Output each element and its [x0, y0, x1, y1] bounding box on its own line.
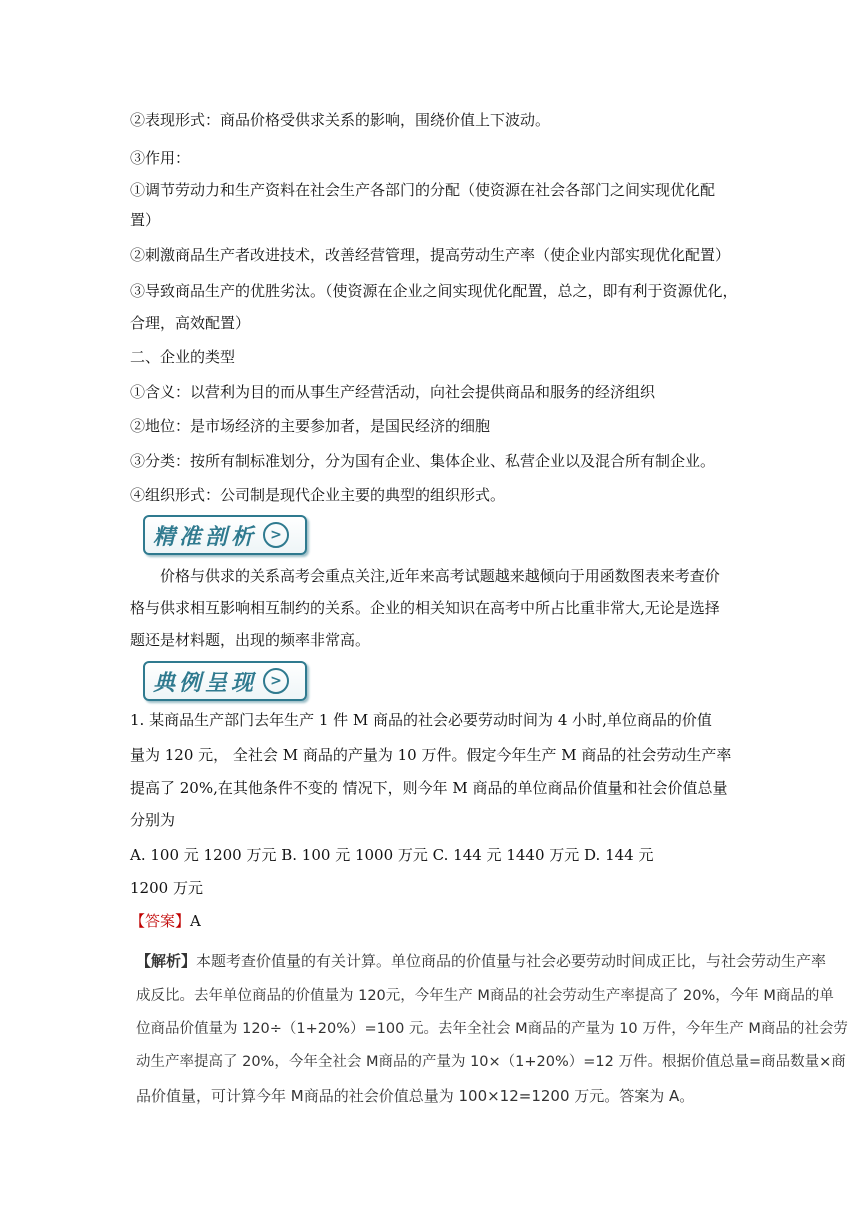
answer-tag: 【答案】 [130, 912, 191, 930]
text-line: ②刺激商品生产者改进技术，改善经营管理，提高劳动生产率（使企业内部实现优化配置） [130, 246, 731, 264]
explanation-line: 【解析】本题考查价值量的有关计算。单位商品的价值量与社会必要劳动时间成正比，与社会劳动生产率 [136, 952, 827, 970]
explanation-line: 成反比。去年单位商品的价值量为 120元，今年生产 M商品的社会劳动生产率提高了 20%，今年 M商品的单 [136, 988, 834, 1004]
answer-options: 1200 万元 [130, 879, 203, 897]
question-text: 分别为 [130, 811, 176, 829]
answer-options: A. 100 元 1200 万元 B. 100 元 1000 万元 C. 144 元 1440 万元 D. 144 元 [130, 846, 654, 864]
precise-analysis-badge [143, 515, 307, 555]
answer-value: A [190, 912, 201, 930]
explanation-line: 动生产率提高了 20%，今年全社会 M商品的产量为 10×（1+20%）=12 万件。根据价值总量=商品数量×商 [136, 1054, 846, 1070]
text-line: ③作用： [130, 149, 191, 167]
question-text: 量为 120 元， 全社会 M 商品的产量为 10 万件。假定今年生产 M 商品的社会劳动生产率 [130, 746, 732, 764]
section-heading: 二、企业的类型 [130, 348, 236, 366]
text-line: 合理，高效配置） [130, 314, 251, 332]
text-line: 置） [130, 211, 161, 229]
text-line: ②表现形式：商品价格受供求关系的影响，围绕价值上下波动。 [130, 111, 551, 129]
badge-label: 精准剖析 [153, 524, 258, 550]
text-line: ③分类：按所有制标准划分，分为国有企业、集体企业、私营企业以及混合所有制企业。 [130, 452, 716, 470]
question-text: 提高了 20%,在其他条件不变的 情况下，则今年 M 商品的单位商品价值量和社会价值总量 [130, 779, 728, 797]
explanation-line: 位商品价值量为 120÷（1+20%）=100 元。去年全社会 M商品的产量为 10 万件，今年生产 M商品的社会劳 [136, 1021, 848, 1037]
explanation-line: 品价值量，可计算今年 M商品的社会价值总量为 100×12=1200 万元。答案为 A。 [136, 1087, 695, 1105]
explanation-tag: 【解析】 [136, 952, 197, 970]
text-line: 题还是材料题，出现的频率非常高。 [130, 631, 371, 649]
text-line: ①含义：以营利为目的而从事生产经营活动，向社会提供商品和服务的经济组织 [130, 383, 656, 401]
text-line: ①调节劳动力和生产资料在社会生产各部门的分配（使资源在社会各部门之间实现优化配 [130, 181, 716, 199]
text-line: ③导致商品生产的优胜劣汰。（使资源在企业之间实现优化配置，总之，即有利于资源优化， [130, 282, 738, 300]
text-line: 价格与供求的关系高考会重点关注,近年来高考试题越来越倾向于用函数图表来考查价 [160, 567, 720, 585]
question-text: 1. 某商品生产部门去年生产 1 件 M 商品的社会必要劳动时间为 4 小时,单位商品的价值 [130, 711, 712, 729]
text-line: 格与供求相互影响相互制约的关系。企业的相关知识在高考中所占比重非常大,无论是选择 [130, 599, 720, 617]
text-line: ②地位：是市场经济的主要参加者，是国民经济的细胞 [130, 417, 491, 435]
text-line: ④组织形式：公司制是现代企业主要的典型的组织形式。 [130, 486, 506, 504]
badge-label: 典例呈现 [153, 670, 258, 696]
arrow-right-icon: > [263, 522, 289, 548]
answer-line [130, 911, 201, 931]
arrow-right-icon: > [263, 668, 289, 694]
example-badge [143, 661, 307, 701]
